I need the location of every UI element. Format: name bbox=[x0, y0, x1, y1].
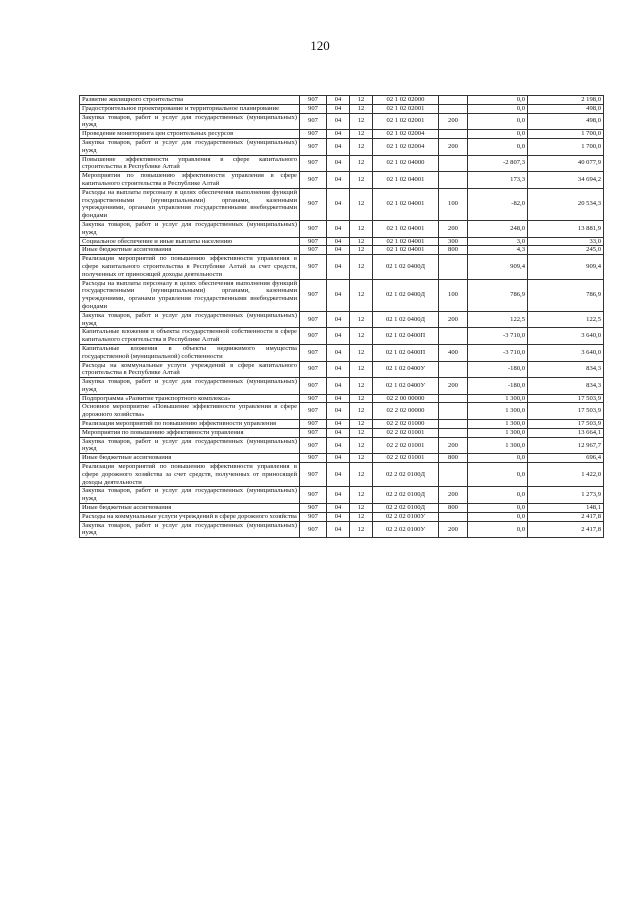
cell-total: 33,0 bbox=[528, 237, 604, 246]
cell-grbs: 907 bbox=[300, 437, 327, 454]
cell-target-article: 02 2 02 0100Д bbox=[373, 504, 439, 513]
cell-target-article: 02 2 02 0100Д bbox=[373, 463, 439, 487]
table-row bbox=[80, 96, 604, 105]
cell-change: 0,0 bbox=[468, 521, 528, 538]
cell-target-article: 02 1 02 02001 bbox=[373, 113, 439, 130]
cell-section: 04 bbox=[327, 504, 350, 513]
cell-subsection: 12 bbox=[350, 437, 373, 454]
cell-grbs: 907 bbox=[300, 394, 327, 403]
table-row bbox=[80, 437, 604, 454]
cell-name: Иные бюджетные ассигнования bbox=[80, 246, 300, 255]
cell-expense-type: 200 bbox=[439, 311, 468, 328]
cell-name: Мероприятия по повышению эффективности управления в сфере капитального строительства в Республике Алтай bbox=[80, 172, 300, 189]
cell-subsection: 12 bbox=[350, 311, 373, 328]
cell-expense-type bbox=[439, 96, 468, 105]
cell-name: Капитальные вложения в объекты государственной собственности в сфере капитального строительства в Республике Алтай bbox=[80, 328, 300, 345]
cell-grbs: 907 bbox=[300, 504, 327, 513]
cell-subsection: 12 bbox=[350, 96, 373, 105]
cell-subsection: 12 bbox=[350, 454, 373, 463]
cell-name: Закупка товаров, работ и услуг для государственных (муниципальных) нужд bbox=[80, 113, 300, 130]
cell-subsection: 12 bbox=[350, 255, 373, 279]
cell-grbs: 907 bbox=[300, 344, 327, 361]
cell-subsection: 12 bbox=[350, 113, 373, 130]
cell-expense-type: 200 bbox=[439, 138, 468, 155]
cell-total: 498,0 bbox=[528, 104, 604, 113]
cell-section: 04 bbox=[327, 463, 350, 487]
cell-name: Иные бюджетные ассигнования bbox=[80, 454, 300, 463]
cell-subsection: 12 bbox=[350, 188, 373, 220]
cell-total: 498,0 bbox=[528, 113, 604, 130]
table-row bbox=[80, 311, 604, 328]
cell-expense-type bbox=[439, 403, 468, 420]
cell-section: 04 bbox=[327, 521, 350, 538]
cell-expense-type bbox=[439, 361, 468, 378]
cell-total: 1 273,9 bbox=[528, 487, 604, 504]
cell-expense-type bbox=[439, 420, 468, 429]
cell-expense-type: 200 bbox=[439, 113, 468, 130]
cell-section: 04 bbox=[327, 130, 350, 139]
cell-expense-type: 300 bbox=[439, 237, 468, 246]
cell-target-article: 02 1 02 04001 bbox=[373, 188, 439, 220]
table-row bbox=[80, 104, 604, 113]
cell-subsection: 12 bbox=[350, 172, 373, 189]
cell-total: 17 503,9 bbox=[528, 420, 604, 429]
budget-table bbox=[79, 95, 604, 538]
cell-change: 0,0 bbox=[468, 130, 528, 139]
cell-total: 40 077,9 bbox=[528, 155, 604, 172]
table-row bbox=[80, 255, 604, 279]
cell-expense-type: 400 bbox=[439, 344, 468, 361]
cell-name: Закупка товаров, работ и услуг для государственных (муниципальных) нужд bbox=[80, 311, 300, 328]
cell-change: 0,0 bbox=[468, 512, 528, 521]
cell-total: 1 422,0 bbox=[528, 463, 604, 487]
table-row bbox=[80, 512, 604, 521]
cell-subsection: 12 bbox=[350, 104, 373, 113]
cell-target-article: 02 1 02 04001 bbox=[373, 246, 439, 255]
cell-section: 04 bbox=[327, 138, 350, 155]
cell-target-article: 02 2 00 00000 bbox=[373, 394, 439, 403]
cell-expense-type: 200 bbox=[439, 437, 468, 454]
cell-name: Социальное обеспечение и иные выплаты населению bbox=[80, 237, 300, 246]
cell-total: 13 664,1 bbox=[528, 428, 604, 437]
cell-section: 04 bbox=[327, 104, 350, 113]
cell-subsection: 12 bbox=[350, 138, 373, 155]
cell-name: Реализация мероприятий по повышению эффективности управления bbox=[80, 420, 300, 429]
cell-change: -2 807,3 bbox=[468, 155, 528, 172]
cell-target-article: 02 2 02 00000 bbox=[373, 403, 439, 420]
cell-expense-type bbox=[439, 104, 468, 113]
cell-subsection: 12 bbox=[350, 220, 373, 237]
cell-change: 4,3 bbox=[468, 246, 528, 255]
cell-target-article: 02 1 02 04001 bbox=[373, 237, 439, 246]
cell-change: 0,0 bbox=[468, 487, 528, 504]
cell-grbs: 907 bbox=[300, 104, 327, 113]
cell-target-article: 02 2 02 01001 bbox=[373, 437, 439, 454]
cell-grbs: 907 bbox=[300, 328, 327, 345]
cell-change: -180,0 bbox=[468, 378, 528, 395]
cell-name: Закупка товаров, работ и услуг для государственных (муниципальных) нужд bbox=[80, 437, 300, 454]
table-row bbox=[80, 361, 604, 378]
cell-name: Проведение мониторинга цен строительных ресурсов bbox=[80, 130, 300, 139]
table-row bbox=[80, 454, 604, 463]
cell-total: 834,3 bbox=[528, 378, 604, 395]
cell-name: Градостроительное проектирование и территориальное планирование bbox=[80, 104, 300, 113]
cell-expense-type bbox=[439, 130, 468, 139]
cell-subsection: 12 bbox=[350, 246, 373, 255]
cell-target-article: 02 1 02 02000 bbox=[373, 96, 439, 105]
cell-total: 2 417,8 bbox=[528, 521, 604, 538]
table-row bbox=[80, 279, 604, 311]
cell-change: 909,4 bbox=[468, 255, 528, 279]
cell-subsection: 12 bbox=[350, 328, 373, 345]
cell-change: 1 300,0 bbox=[468, 437, 528, 454]
cell-grbs: 907 bbox=[300, 311, 327, 328]
cell-expense-type: 200 bbox=[439, 378, 468, 395]
cell-subsection: 12 bbox=[350, 521, 373, 538]
cell-grbs: 907 bbox=[300, 188, 327, 220]
table-row bbox=[80, 463, 604, 487]
cell-grbs: 907 bbox=[300, 113, 327, 130]
cell-expense-type bbox=[439, 328, 468, 345]
cell-change: 248,0 bbox=[468, 220, 528, 237]
table-row bbox=[80, 504, 604, 513]
cell-grbs: 907 bbox=[300, 155, 327, 172]
cell-total: 13 881,9 bbox=[528, 220, 604, 237]
cell-target-article: 02 1 02 0400Д bbox=[373, 279, 439, 311]
cell-subsection: 12 bbox=[350, 512, 373, 521]
cell-total: 909,4 bbox=[528, 255, 604, 279]
cell-subsection: 12 bbox=[350, 463, 373, 487]
cell-change: 3,0 bbox=[468, 237, 528, 246]
cell-target-article: 02 2 02 0100Д bbox=[373, 487, 439, 504]
cell-total: 1 700,0 bbox=[528, 130, 604, 139]
cell-target-article: 02 1 02 0400П bbox=[373, 344, 439, 361]
cell-name: Реализация мероприятий по повышению эффективности управления в сфере дорожного хозяйства за счет средств, полученных от приносящей доходы деятельности bbox=[80, 463, 300, 487]
cell-grbs: 907 bbox=[300, 246, 327, 255]
cell-expense-type: 200 bbox=[439, 220, 468, 237]
cell-grbs: 907 bbox=[300, 255, 327, 279]
cell-expense-type bbox=[439, 428, 468, 437]
cell-target-article: 02 1 02 0400Д bbox=[373, 311, 439, 328]
cell-target-article: 02 1 02 0400У bbox=[373, 378, 439, 395]
cell-name: Закупка товаров, работ и услуг для государственных (муниципальных) нужд bbox=[80, 521, 300, 538]
table-row bbox=[80, 172, 604, 189]
cell-change: 0,0 bbox=[468, 504, 528, 513]
cell-expense-type bbox=[439, 463, 468, 487]
cell-name: Подпрограмма «Развитие транспортного комплекса» bbox=[80, 394, 300, 403]
cell-target-article: 02 2 02 01000 bbox=[373, 420, 439, 429]
cell-section: 04 bbox=[327, 237, 350, 246]
cell-total: 20 534,3 bbox=[528, 188, 604, 220]
table-row bbox=[80, 344, 604, 361]
cell-name: Мероприятия по повышению эффективности управления bbox=[80, 428, 300, 437]
cell-grbs: 907 bbox=[300, 454, 327, 463]
table-row bbox=[80, 220, 604, 237]
cell-total: 122,5 bbox=[528, 311, 604, 328]
cell-name: Расходы на коммунальные услуги учреждений в сфере дорожного хозяйства bbox=[80, 512, 300, 521]
cell-grbs: 907 bbox=[300, 521, 327, 538]
cell-total: 12 967,7 bbox=[528, 437, 604, 454]
cell-change: -3 710,0 bbox=[468, 328, 528, 345]
cell-section: 04 bbox=[327, 403, 350, 420]
cell-subsection: 12 bbox=[350, 487, 373, 504]
cell-grbs: 907 bbox=[300, 279, 327, 311]
cell-section: 04 bbox=[327, 394, 350, 403]
cell-section: 04 bbox=[327, 328, 350, 345]
cell-section: 04 bbox=[327, 512, 350, 521]
cell-target-article: 02 1 02 04001 bbox=[373, 172, 439, 189]
cell-total: 148,1 bbox=[528, 504, 604, 513]
cell-total: 1 700,0 bbox=[528, 138, 604, 155]
table-row bbox=[80, 138, 604, 155]
cell-change: 0,0 bbox=[468, 104, 528, 113]
table-body bbox=[80, 96, 604, 538]
cell-name: Закупка товаров, работ и услуг для государственных (муниципальных) нужд bbox=[80, 378, 300, 395]
cell-expense-type: 800 bbox=[439, 246, 468, 255]
cell-change: 1 300,0 bbox=[468, 420, 528, 429]
cell-target-article: 02 1 02 0400П bbox=[373, 328, 439, 345]
cell-change: 786,9 bbox=[468, 279, 528, 311]
cell-expense-type: 100 bbox=[439, 188, 468, 220]
cell-expense-type bbox=[439, 394, 468, 403]
cell-target-article: 02 2 02 01001 bbox=[373, 454, 439, 463]
cell-section: 04 bbox=[327, 361, 350, 378]
cell-grbs: 907 bbox=[300, 138, 327, 155]
table-row bbox=[80, 394, 604, 403]
table-row bbox=[80, 246, 604, 255]
cell-change: 1 300,0 bbox=[468, 403, 528, 420]
cell-total: 834,3 bbox=[528, 361, 604, 378]
cell-total: 245,0 bbox=[528, 246, 604, 255]
cell-target-article: 02 2 02 0100У bbox=[373, 512, 439, 521]
cell-section: 04 bbox=[327, 220, 350, 237]
cell-target-article: 02 1 02 0400Д bbox=[373, 255, 439, 279]
cell-target-article: 02 1 02 0400У bbox=[373, 361, 439, 378]
cell-change: 0,0 bbox=[468, 454, 528, 463]
cell-grbs: 907 bbox=[300, 172, 327, 189]
table-row bbox=[80, 130, 604, 139]
cell-section: 04 bbox=[327, 454, 350, 463]
table-row bbox=[80, 428, 604, 437]
cell-total: 34 694,2 bbox=[528, 172, 604, 189]
cell-change: 1 300,0 bbox=[468, 394, 528, 403]
cell-change: 0,0 bbox=[468, 96, 528, 105]
cell-subsection: 12 bbox=[350, 378, 373, 395]
cell-name: Повышение эффективности управления в сфере капитального строительства в Республике Алтай bbox=[80, 155, 300, 172]
cell-grbs: 907 bbox=[300, 428, 327, 437]
cell-change: 173,3 bbox=[468, 172, 528, 189]
cell-name: Расходы на выплаты персоналу в целях обеспечения выполнения функций государственными (муниципальными) органами, казенными учреждениями, органами управления государственными внебюджетными фондами bbox=[80, 188, 300, 220]
cell-target-article: 02 1 02 02004 bbox=[373, 138, 439, 155]
cell-target-article: 02 1 02 02004 bbox=[373, 130, 439, 139]
cell-total: 3 640,0 bbox=[528, 344, 604, 361]
cell-subsection: 12 bbox=[350, 504, 373, 513]
cell-section: 04 bbox=[327, 378, 350, 395]
cell-expense-type bbox=[439, 155, 468, 172]
cell-target-article: 02 1 02 02001 bbox=[373, 104, 439, 113]
cell-grbs: 907 bbox=[300, 487, 327, 504]
cell-target-article: 02 2 02 0100У bbox=[373, 521, 439, 538]
cell-name: Развитие жилищного строительства bbox=[80, 96, 300, 105]
cell-expense-type: 200 bbox=[439, 521, 468, 538]
cell-expense-type bbox=[439, 512, 468, 521]
cell-grbs: 907 bbox=[300, 403, 327, 420]
cell-name: Реализация мероприятий по повышению эффективности управления в сфере капитального строительства в Республике Алтай за счет средств, полученных от приносящей доходы деятельности bbox=[80, 255, 300, 279]
cell-change: -82,0 bbox=[468, 188, 528, 220]
cell-grbs: 907 bbox=[300, 463, 327, 487]
cell-total: 696,4 bbox=[528, 454, 604, 463]
table-row bbox=[80, 155, 604, 172]
table-row bbox=[80, 188, 604, 220]
cell-section: 04 bbox=[327, 420, 350, 429]
cell-grbs: 907 bbox=[300, 378, 327, 395]
table-row bbox=[80, 328, 604, 345]
cell-subsection: 12 bbox=[350, 155, 373, 172]
cell-subsection: 12 bbox=[350, 279, 373, 311]
cell-subsection: 12 bbox=[350, 361, 373, 378]
cell-total: 3 640,0 bbox=[528, 328, 604, 345]
cell-section: 04 bbox=[327, 113, 350, 130]
cell-subsection: 12 bbox=[350, 403, 373, 420]
cell-total: 2 417,8 bbox=[528, 512, 604, 521]
cell-subsection: 12 bbox=[350, 420, 373, 429]
cell-grbs: 907 bbox=[300, 96, 327, 105]
cell-subsection: 12 bbox=[350, 344, 373, 361]
cell-target-article: 02 2 02 01001 bbox=[373, 428, 439, 437]
cell-name: Расходы на коммунальные услуги учреждений в сфере капитального строительства в Республике Алтай bbox=[80, 361, 300, 378]
cell-grbs: 907 bbox=[300, 420, 327, 429]
cell-total: 786,9 bbox=[528, 279, 604, 311]
cell-section: 04 bbox=[327, 96, 350, 105]
cell-expense-type: 200 bbox=[439, 487, 468, 504]
cell-change: -3 710,0 bbox=[468, 344, 528, 361]
cell-expense-type: 800 bbox=[439, 504, 468, 513]
cell-change: 0,0 bbox=[468, 463, 528, 487]
cell-change: -180,0 bbox=[468, 361, 528, 378]
cell-subsection: 12 bbox=[350, 428, 373, 437]
cell-section: 04 bbox=[327, 487, 350, 504]
cell-name: Капитальные вложения в объекты недвижимого имущества государственной (муниципальной) собственности bbox=[80, 344, 300, 361]
cell-section: 04 bbox=[327, 437, 350, 454]
cell-subsection: 12 bbox=[350, 130, 373, 139]
cell-name: Основное мероприятие «Повышение эффективности управления в сфере дорожного хозяйства» bbox=[80, 403, 300, 420]
cell-name: Расходы на выплаты персоналу в целях обеспечения выполнения функций государственными (муниципальными) органами, казенными учреждениями, органами управления государственными внебюджетными фондами bbox=[80, 279, 300, 311]
cell-change: 1 300,0 bbox=[468, 428, 528, 437]
cell-subsection: 12 bbox=[350, 237, 373, 246]
table-row bbox=[80, 420, 604, 429]
cell-grbs: 907 bbox=[300, 361, 327, 378]
table-row bbox=[80, 113, 604, 130]
cell-subsection: 12 bbox=[350, 394, 373, 403]
cell-total: 17 503,9 bbox=[528, 403, 604, 420]
cell-grbs: 907 bbox=[300, 512, 327, 521]
table-row bbox=[80, 521, 604, 538]
page-number: 120 bbox=[310, 38, 330, 53]
cell-section: 04 bbox=[327, 279, 350, 311]
cell-grbs: 907 bbox=[300, 237, 327, 246]
cell-section: 04 bbox=[327, 155, 350, 172]
cell-target-article: 02 1 02 04001 bbox=[373, 220, 439, 237]
table-row bbox=[80, 237, 604, 246]
cell-grbs: 907 bbox=[300, 130, 327, 139]
cell-change: 0,0 bbox=[468, 138, 528, 155]
cell-expense-type: 800 bbox=[439, 454, 468, 463]
cell-section: 04 bbox=[327, 344, 350, 361]
cell-grbs: 907 bbox=[300, 220, 327, 237]
cell-section: 04 bbox=[327, 246, 350, 255]
cell-expense-type: 100 bbox=[439, 279, 468, 311]
table-row bbox=[80, 487, 604, 504]
cell-name: Иные бюджетные ассигнования bbox=[80, 504, 300, 513]
cell-change: 122,5 bbox=[468, 311, 528, 328]
cell-name: Закупка товаров, работ и услуг для государственных (муниципальных) нужд bbox=[80, 487, 300, 504]
cell-name: Закупка товаров, работ и услуг для государственных (муниципальных) нужд bbox=[80, 138, 300, 155]
cell-section: 04 bbox=[327, 428, 350, 437]
cell-change: 0,0 bbox=[468, 113, 528, 130]
cell-total: 17 503,9 bbox=[528, 394, 604, 403]
table-row bbox=[80, 378, 604, 395]
cell-section: 04 bbox=[327, 172, 350, 189]
cell-section: 04 bbox=[327, 311, 350, 328]
cell-section: 04 bbox=[327, 255, 350, 279]
cell-expense-type bbox=[439, 172, 468, 189]
cell-total: 2 198,0 bbox=[528, 96, 604, 105]
table-row bbox=[80, 403, 604, 420]
cell-expense-type bbox=[439, 255, 468, 279]
cell-name: Закупка товаров, работ и услуг для государственных (муниципальных) нужд bbox=[80, 220, 300, 237]
cell-target-article: 02 1 02 04000 bbox=[373, 155, 439, 172]
cell-section: 04 bbox=[327, 188, 350, 220]
